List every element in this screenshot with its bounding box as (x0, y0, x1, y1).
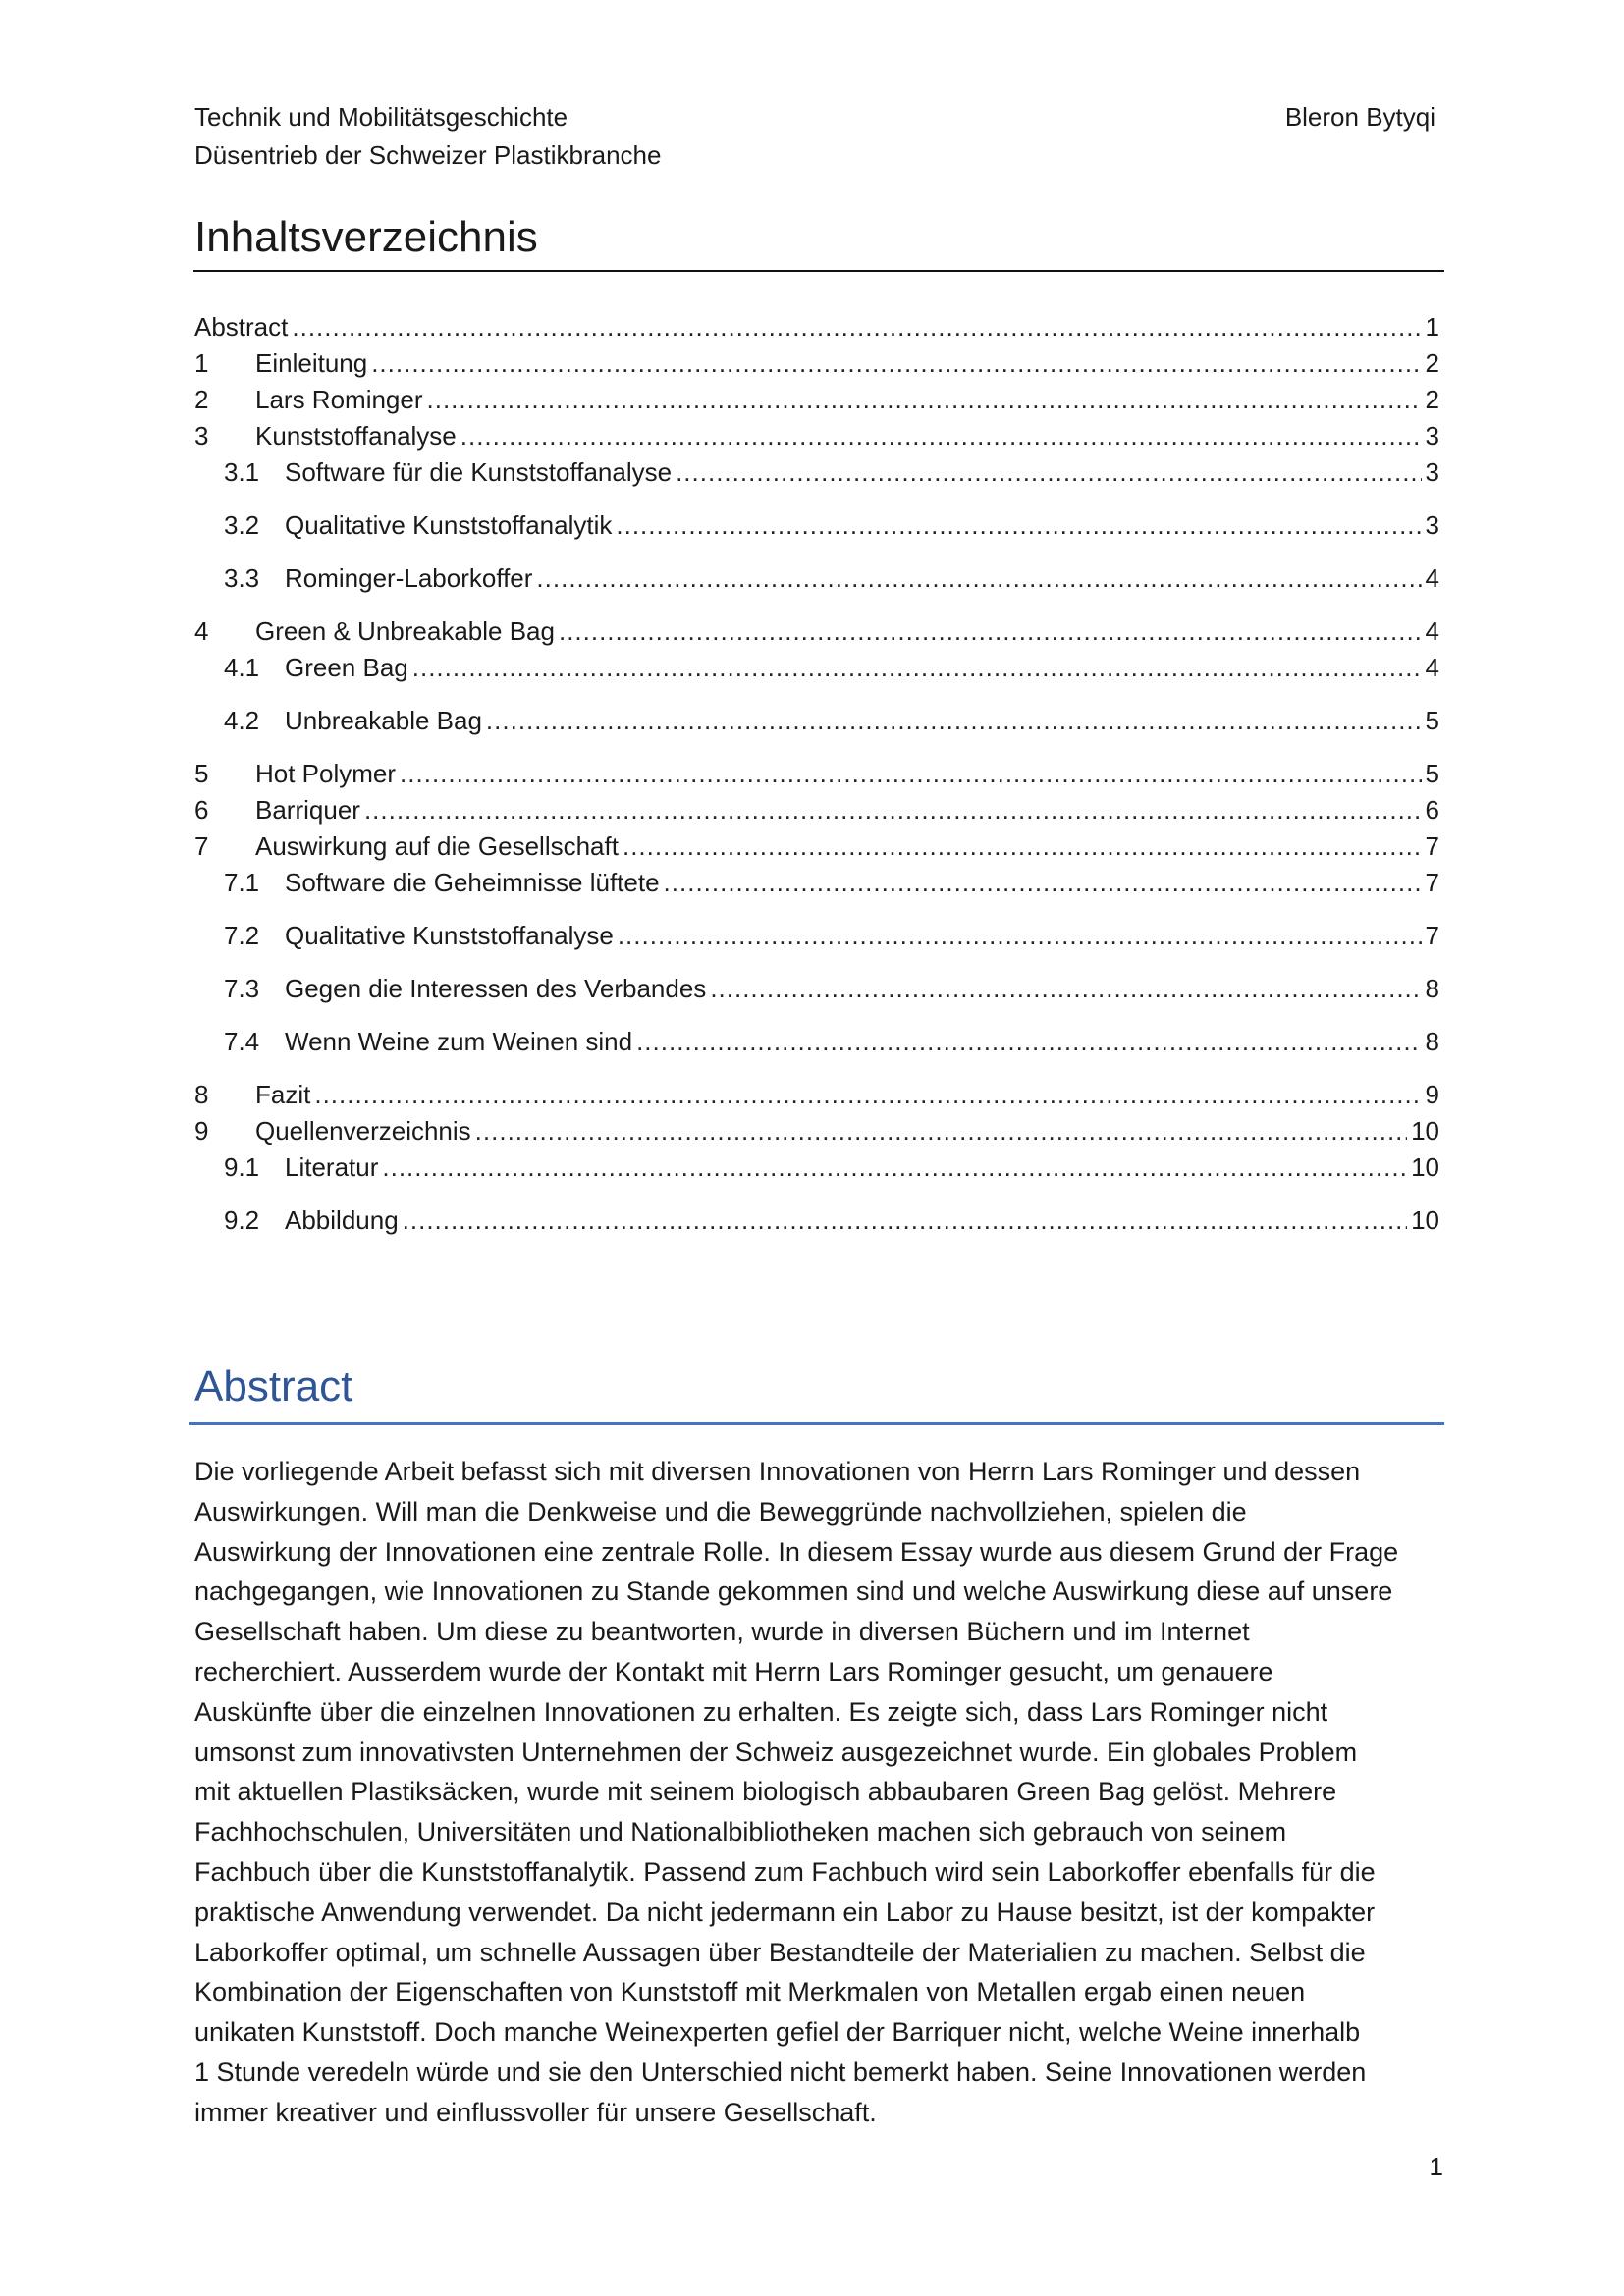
toc-entry-page: 2 (1425, 385, 1439, 414)
page-number: 1 (1429, 2152, 1443, 2181)
toc-entry[interactable] (194, 507, 1439, 544)
toc-entry-number: 6 (194, 795, 209, 825)
toc-entry[interactable] (194, 1077, 1439, 1113)
toc-entry-page: 4 (1425, 563, 1439, 593)
toc-entry[interactable] (194, 918, 1439, 954)
header-left (194, 98, 661, 175)
table-of-contents (194, 309, 1439, 1239)
toc-entry-number: 7.2 (224, 921, 260, 950)
toc-entry-label: Literatur (285, 1152, 379, 1182)
header-course: Technik und Mobilitätsgeschichte (194, 102, 568, 132)
abstract-line: Die vorliegende Arbeit befasst sich mit diversen Innovationen von Herrn Lars Rominger und dessen (194, 1457, 1361, 1486)
toc-dot-leader (314, 1077, 1421, 1113)
toc-dot-leader (636, 1024, 1421, 1060)
toc-entry-label: Hot Polymer (255, 759, 397, 788)
toc-entry-label: Gegen die Interessen des Verbandes (285, 974, 707, 1003)
toc-entry[interactable] (194, 1202, 1439, 1239)
header-author: Bleron Bytyqi (1284, 102, 1435, 132)
toc-dot-leader (403, 1202, 1407, 1239)
toc-dot-leader (618, 918, 1422, 954)
toc-dot-leader (364, 792, 1422, 828)
toc-dot-leader (400, 756, 1421, 792)
abstract-line: immer kreativer und einflussvoller für unsere Gesellschaft. (194, 2097, 877, 2127)
toc-dot-leader (475, 1113, 1407, 1149)
toc-entry-page: 10 (1411, 1152, 1439, 1182)
toc-entry[interactable] (194, 614, 1439, 650)
abstract-heading: Abstract (194, 1362, 353, 1411)
toc-entry-number: 3.2 (224, 510, 260, 540)
toc-entry-page: 7 (1425, 921, 1439, 950)
toc-entry-number: 2 (194, 385, 209, 414)
toc-entry[interactable] (194, 792, 1439, 828)
toc-dot-leader (427, 382, 1422, 418)
abstract-heading-divider (189, 1422, 1444, 1425)
toc-dot-leader (664, 865, 1422, 901)
toc-dot-leader (486, 703, 1422, 739)
toc-entry[interactable] (194, 650, 1439, 686)
toc-entry-number: 1 (194, 348, 209, 378)
toc-entry-number: 7.4 (224, 1027, 260, 1056)
abstract-line: Kombination der Eigenschaften von Kunststoff mit Merkmalen von Metallen ergab einen neuen (194, 1977, 1306, 2007)
abstract-line: Gesellschaft haben. Um diese zu beantworten, wurde in diversen Büchern und im Internet (194, 1617, 1250, 1647)
toc-entry-page: 5 (1425, 759, 1439, 788)
toc-entry[interactable] (194, 703, 1439, 739)
toc-entry-page: 7 (1425, 831, 1439, 861)
toc-entry-page: 7 (1425, 868, 1439, 897)
toc-entry-label: Software für die Kunststoffanalyse (285, 457, 673, 487)
toc-entry-number: 4.1 (224, 653, 260, 682)
toc-entry[interactable] (194, 418, 1439, 454)
toc-entry-page: 9 (1425, 1080, 1439, 1109)
toc-entry-label: Software die Geheimnisse lüftete (285, 868, 660, 897)
toc-entry-page: 4 (1425, 616, 1439, 646)
toc-entry-number: 3 (194, 421, 209, 451)
toc-entry-page: 3 (1425, 457, 1439, 487)
abstract-line: Auswirkung der Innovationen eine zentrale Rolle. In diesem Essay wurde aus diesem Grund der Frage (194, 1536, 1399, 1567)
toc-dot-leader (536, 561, 1421, 597)
toc-dot-leader (412, 650, 1422, 686)
toc-entry-page: 4 (1425, 653, 1439, 682)
toc-entry[interactable] (194, 309, 1439, 346)
abstract-line: nachgegangen, wie Innovationen zu Stande gekommen sind und welche Auswirkung diese auf unsere (194, 1576, 1393, 1607)
toc-entry-label: Abstract (194, 312, 289, 342)
toc-entry[interactable] (194, 382, 1439, 418)
toc-entry-page: 10 (1411, 1116, 1439, 1146)
toc-entry-number: 8 (194, 1080, 209, 1109)
toc-dot-leader (676, 454, 1421, 491)
toc-entry-label: Barriquer (255, 795, 360, 825)
abstract-line: mit aktuellen Plastiksäcken, wurde mit seinem biologisch abbaubaren Green Bag gelöst. Mehrere (194, 1777, 1337, 1807)
toc-entry-number: 9.1 (224, 1152, 260, 1182)
abstract-line: recherchiert. Ausserdem wurde der Kontakt mit Herrn Lars Rominger gesucht, um genauere (194, 1656, 1273, 1686)
abstract-line: unikaten Kunststoff. Doch manche Weinexperten gefiel der Barriquer nicht, welche Weine innerhalb (194, 2017, 1361, 2048)
toc-entry-number: 7.1 (224, 868, 260, 897)
toc-dot-leader (371, 346, 1421, 382)
toc-entry-page: 2 (1425, 348, 1439, 378)
toc-entry[interactable] (194, 1149, 1439, 1186)
page-header (194, 98, 1435, 175)
toc-entry-number: 9 (194, 1116, 209, 1146)
toc-entry-label: Qualitative Kunststoffanalytik (285, 510, 613, 540)
abstract-line: Auswirkungen. Will man die Denkweise und die Beweggründe nachvollziehen, spielen die (194, 1496, 1247, 1526)
toc-entry[interactable] (194, 454, 1439, 491)
toc-entry-page: 8 (1425, 1027, 1439, 1056)
toc-entry[interactable] (194, 756, 1439, 792)
toc-entry-page: 1 (1425, 312, 1439, 342)
toc-entry[interactable] (194, 346, 1439, 382)
toc-entry[interactable] (194, 1113, 1439, 1149)
toc-entry-label: Abbildung (285, 1205, 399, 1235)
toc-entry[interactable] (194, 865, 1439, 901)
toc-dot-leader (559, 614, 1422, 650)
toc-entry[interactable] (194, 561, 1439, 597)
toc-dot-leader (460, 418, 1422, 454)
abstract-line: 1 Stunde veredeln würde und sie den Unterschied nicht bemerkt haben. Seine Innovationen werden (194, 2056, 1367, 2087)
toc-entry-page: 8 (1425, 974, 1439, 1003)
abstract-paragraph (194, 1452, 1443, 2133)
abstract-line: praktische Anwendung verwendet. Da nicht jedermann ein Labor zu Hause besitzt, ist der kompakter (194, 1896, 1376, 1927)
toc-entry-number: 7.3 (224, 974, 260, 1003)
abstract-line: Fachbuch über die Kunststoffanalytik. Passend zum Fachbuch wird sein Laborkoffer ebenfalls für die (194, 1856, 1376, 1887)
abstract-line: Fachhochschulen, Universitäten und Nationalbibliotheken machen sich gebrauch von seinem (194, 1817, 1287, 1847)
toc-dot-leader (382, 1149, 1407, 1186)
toc-entry-number: 9.2 (224, 1205, 260, 1235)
toc-entry-number: 5 (194, 759, 209, 788)
toc-entry-page: 6 (1425, 795, 1439, 825)
abstract-line: Laborkoffer optimal, um schnelle Aussagen über Bestandteile der Materialien zu machen. Selbst die (194, 1937, 1366, 1967)
abstract-line: umsonst zum innovativsten Unternehmen der Schweiz ausgezeichnet wurde. Ein globales Problem (194, 1736, 1358, 1767)
toc-entry-page: 3 (1425, 510, 1439, 540)
toc-title-divider (193, 270, 1444, 272)
toc-entry-number: 4 (194, 616, 209, 646)
toc-entry-label: Unbreakable Bag (285, 706, 482, 735)
toc-entry-label: Green & Unbreakable Bag (255, 616, 555, 646)
toc-dot-leader (292, 309, 1421, 346)
toc-entry[interactable] (194, 1024, 1439, 1060)
toc-entry-number: 3.3 (224, 563, 260, 593)
toc-entry[interactable] (194, 971, 1439, 1007)
toc-entry-label: Wenn Weine zum Weinen sind (285, 1027, 633, 1056)
toc-entry-label: Kunststoffanalyse (255, 421, 457, 451)
toc-dot-leader (623, 828, 1422, 865)
toc-dot-leader (616, 507, 1421, 544)
toc-entry-label: Green Bag (285, 653, 408, 682)
toc-entry-number: 7 (194, 831, 209, 861)
toc-entry-label: Lars Rominger (255, 385, 423, 414)
header-subtitle: Düsentrieb der Schweizer Plastikbranche (194, 140, 662, 170)
toc-entry-page: 5 (1425, 706, 1439, 735)
toc-entry-number: 4.2 (224, 706, 260, 735)
toc-entry-number: 3.1 (224, 457, 260, 487)
toc-entry-label: Fazit (255, 1080, 311, 1109)
toc-entry-label: Quellenverzeichnis (255, 1116, 471, 1146)
toc-entry-label: Einleitung (255, 348, 368, 378)
toc-dot-leader (710, 971, 1421, 1007)
toc-entry-page: 10 (1411, 1205, 1439, 1235)
toc-entry-label: Qualitative Kunststoffanalyse (285, 921, 614, 950)
toc-entry-label: Rominger-Laborkoffer (285, 563, 533, 593)
toc-entry[interactable] (194, 828, 1439, 865)
abstract-line: Auskünfte über die einzelnen Innovationen zu erhalten. Es zeigte sich, dass Lars Rominger nicht (194, 1696, 1328, 1727)
toc-entry-page: 3 (1425, 421, 1439, 451)
toc-entry-label: Auswirkung auf die Gesellschaft (255, 831, 619, 861)
toc-title: Inhaltsverzeichnis (194, 213, 538, 261)
